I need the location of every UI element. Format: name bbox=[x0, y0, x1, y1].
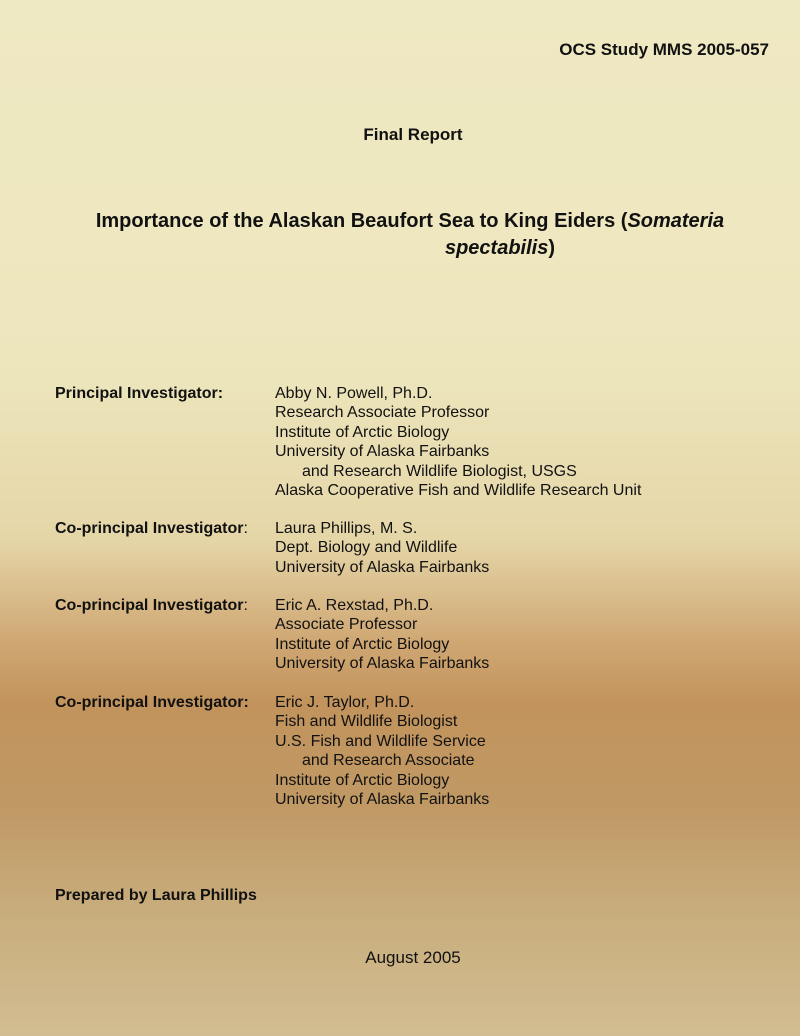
investigator-line: and Research Associate bbox=[302, 752, 475, 770]
co-principal-investigator-label-2 bbox=[55, 597, 248, 615]
label-colon: : bbox=[243, 597, 248, 614]
investigator-line: U.S. Fish and Wildlife Service bbox=[275, 732, 486, 750]
report-type: Final Report bbox=[363, 125, 463, 144]
prepared-by: Prepared by Laura Phillips bbox=[55, 887, 257, 904]
investigator-line: Eric A. Rexstad, Ph.D. bbox=[275, 597, 434, 614]
investigator-line: Laura Phillips, M. S. bbox=[275, 520, 418, 537]
title-genus: Somateria bbox=[627, 210, 725, 232]
investigator-line: Alaska Cooperative Fish and Wildlife Research Unit bbox=[275, 482, 642, 500]
investigator-line: Institute of Arctic Biology bbox=[275, 771, 450, 789]
report-date: August 2005 bbox=[365, 948, 461, 967]
co-principal-investigator-details-3 bbox=[275, 693, 489, 809]
principal-investigator-details bbox=[275, 384, 641, 500]
co-principal-investigator-label-3 bbox=[55, 694, 249, 712]
investigator-line: Dept. Biology and Wildlife bbox=[275, 539, 458, 557]
investigator-line: Associate Professor bbox=[275, 616, 418, 634]
investigator-line: Institute of Arctic Biology bbox=[275, 423, 450, 441]
investigator-line: Fish and Wildlife Biologist bbox=[275, 713, 458, 731]
co-principal-investigator-details-2 bbox=[275, 596, 489, 674]
title-species: spectabilis bbox=[444, 237, 549, 259]
label-colon: : bbox=[243, 520, 248, 537]
co-principal-investigator-label-1 bbox=[55, 520, 248, 538]
title-close: ) bbox=[548, 237, 556, 259]
investigator-line: and Research Wildlife Biologist, USGS bbox=[302, 462, 577, 480]
co-principal-investigator-details-1 bbox=[275, 519, 489, 577]
report-title bbox=[60, 208, 760, 262]
label-text: Co-principal Investigator bbox=[55, 520, 244, 537]
principal-investigator-label: Principal Investigator: bbox=[55, 385, 224, 402]
investigator-line: Eric J. Taylor, Ph.D. bbox=[275, 694, 415, 711]
investigator-line: University of Alaska Fairbanks bbox=[275, 558, 490, 576]
title-line-2 bbox=[60, 235, 760, 262]
investigator-line: Research Associate Professor bbox=[275, 404, 490, 422]
investigator-line: University of Alaska Fairbanks bbox=[275, 791, 490, 809]
investigator-line: Institute of Arctic Biology bbox=[275, 635, 450, 653]
label-text: Co-principal Investigator bbox=[55, 597, 244, 614]
label-text: Co-principal Investigator: bbox=[55, 694, 249, 711]
study-id: OCS Study MMS 2005-057 bbox=[559, 40, 769, 59]
investigator-line: University of Alaska Fairbanks bbox=[275, 655, 490, 673]
investigator-line: Abby N. Powell, Ph.D. bbox=[275, 385, 433, 402]
title-main: Importance of the Alaskan Beaufort Sea to King Eiders ( bbox=[95, 210, 628, 232]
investigator-line: University of Alaska Fairbanks bbox=[275, 443, 490, 461]
